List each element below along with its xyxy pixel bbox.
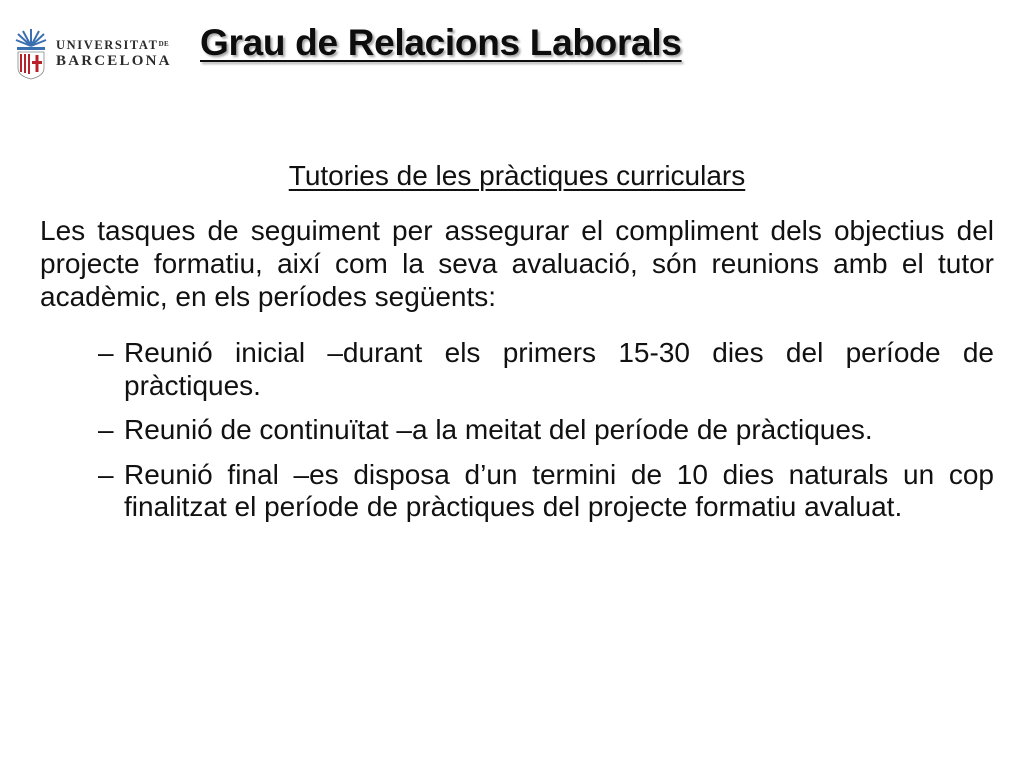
page-title: Grau de Relacions Laborals: [200, 22, 682, 63]
dash-bullet: –: [98, 337, 114, 369]
logo-line-2: BARCELONA: [56, 53, 172, 70]
slide-body: [40, 158, 994, 536]
list-item-text: Reunió final –es disposa d’un termini de 10 dies naturals un cop finalitzat el període de pràctiques del projecte formatiu avaluat.: [124, 458, 994, 523]
logo-line-1-suffix: DE: [158, 39, 170, 48]
university-logo: [14, 28, 172, 80]
list-item: [98, 414, 994, 446]
list-item: [98, 337, 994, 402]
logo-line-1: [56, 39, 172, 52]
list-item-text: Reunió inicial –durant els primers 15-30 dies del període de pràctiques.: [124, 337, 994, 401]
logo-wordmark: [56, 39, 172, 70]
section-subtitle: Tutories de les pràctiques curriculars: [288, 160, 746, 191]
list-item: [98, 459, 994, 524]
dash-bullet: –: [98, 414, 114, 446]
logo-line-1-text: UNIVERSITAT: [56, 37, 159, 52]
university-seal-icon: [14, 28, 48, 80]
dash-bullet: –: [98, 458, 114, 490]
intro-paragraph: Les tasques de seguiment per assegurar el compliment dels objectius del projecte formatiu, així com la seva avaluació, són reunions amb el tutor acadèmic, en els períodes següents:: [40, 215, 994, 312]
list-item-text: Reunió de continuïtat –a la meitat del període de pràctiques.: [124, 414, 873, 446]
meetings-list: [40, 337, 994, 523]
